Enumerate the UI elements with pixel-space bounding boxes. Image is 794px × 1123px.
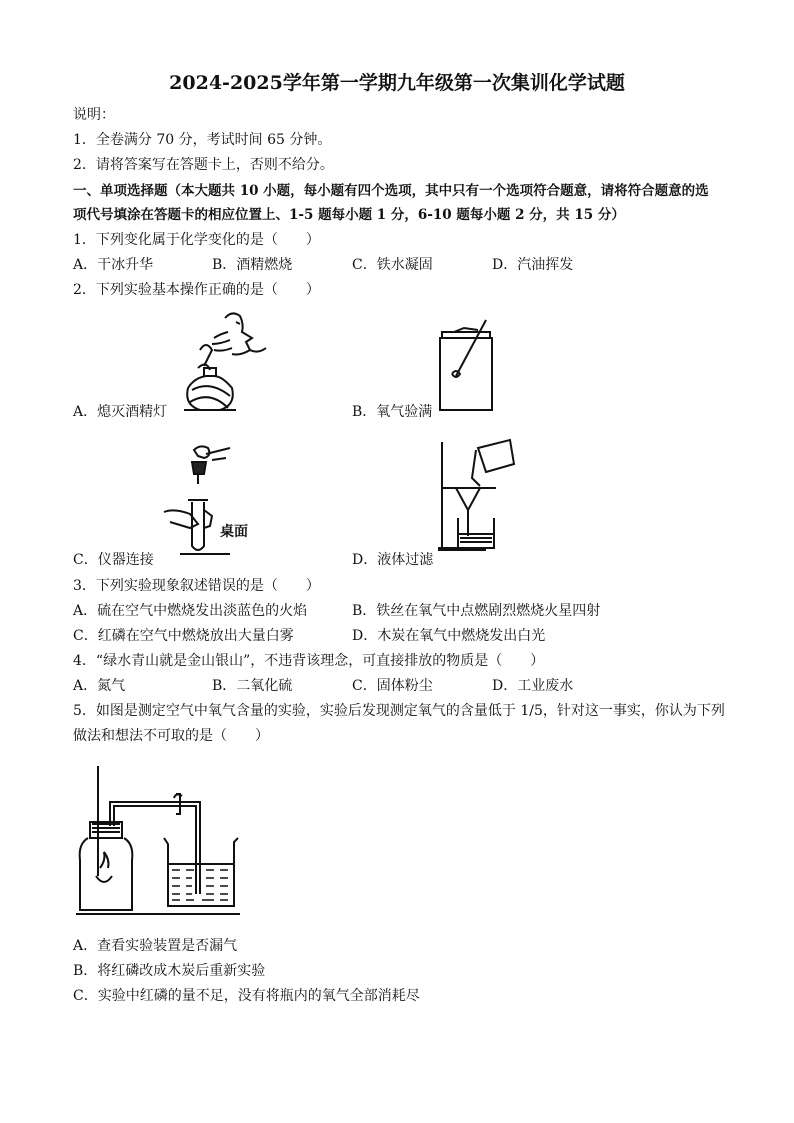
q5-option-b: B．将红磷改成木炭后重新实验 xyxy=(73,963,266,979)
q3-option-d: D．木炭在氧气中燃烧发出白光 xyxy=(352,628,546,644)
figure-alcohol-lamp-blowing xyxy=(170,310,275,420)
table-surface-label: 桌面 xyxy=(220,524,248,540)
q1-option-d: D．汽油挥发 xyxy=(492,257,574,273)
intro-heading: 说明： xyxy=(73,107,115,123)
q1-option-b: B．酒精燃烧 xyxy=(212,257,293,273)
page-title: 2024-2025学年第一学期九年级第一次集训化学试题 xyxy=(169,72,625,94)
q1-option-a: A．干冰升华 xyxy=(73,257,154,273)
figure-filtration xyxy=(436,438,516,553)
section-heading-line1: 一、单项选择题（本大题共 10 小题，每小题有四个选项，其中只有一个选项符合题意，请将符合题意的选 xyxy=(73,183,709,199)
intro-note-1: 1．全卷满分 70 分，考试时间 65 分钟。 xyxy=(73,132,332,148)
q3-stem: 3．下列实验现象叙述错误的是（ ） xyxy=(73,578,320,594)
q4-option-c: C．固体粉尘 xyxy=(352,678,433,694)
intro-note-2: 2．请将答案写在答题卡上，否则不给分。 xyxy=(73,157,334,173)
q5-stem-line2: 做法和想法不可取的是（ ） xyxy=(73,728,269,744)
q4-stem: 4．“绿水青山就是金山银山”，不违背该理念，可直接排放的物质是（ ） xyxy=(73,653,545,669)
q3-option-b: B．铁丝在氧气中点燃剧烈燃烧火星四射 xyxy=(352,603,601,619)
q3-option-a: A．硫在空气中燃烧发出淡蓝色的火焰 xyxy=(73,603,308,619)
q3-option-c: C．红磷在空气中燃烧放出大量白雾 xyxy=(73,628,294,644)
q2-option-c: C．仪器连接 xyxy=(73,552,154,568)
q1-option-c: C．铁水凝固 xyxy=(352,257,433,273)
section-heading-line2: 项代号填涂在答题卡的相应位置上、1-5 题每小题 1 分，6-10 题每小题 2 分，共 15 分） xyxy=(73,207,625,223)
q5-option-a: A．查看实验装置是否漏气 xyxy=(73,938,238,954)
figure-apparatus-connection xyxy=(160,442,255,557)
q4-option-a: A．氮气 xyxy=(73,678,126,694)
q5-stem-line1: 5．如图是测定空气中氧气含量的实验，实验后发现测定氧气的含量低于 1/5，针对这一事实，你认为下列 xyxy=(73,703,725,719)
q2-stem: 2．下列实验基本操作正确的是（ ） xyxy=(73,282,320,298)
q4-option-d: D．工业废水 xyxy=(492,678,574,694)
q2-option-d: D．液体过滤 xyxy=(352,552,434,568)
figure-oxygen-test-bottle xyxy=(436,318,496,413)
q2-option-a: A．熄灭酒精灯 xyxy=(73,404,168,420)
q2-option-b: B．氧气验满 xyxy=(352,404,433,420)
q4-option-b: B．二氧化硫 xyxy=(212,678,293,694)
q1-stem: 1．下列变化属于化学变化的是（ ） xyxy=(73,232,320,248)
figure-oxygen-content-apparatus xyxy=(76,764,241,916)
q5-option-c: C．实验中红磷的量不足，没有将瓶内的氧气全部消耗尽 xyxy=(73,988,420,1004)
